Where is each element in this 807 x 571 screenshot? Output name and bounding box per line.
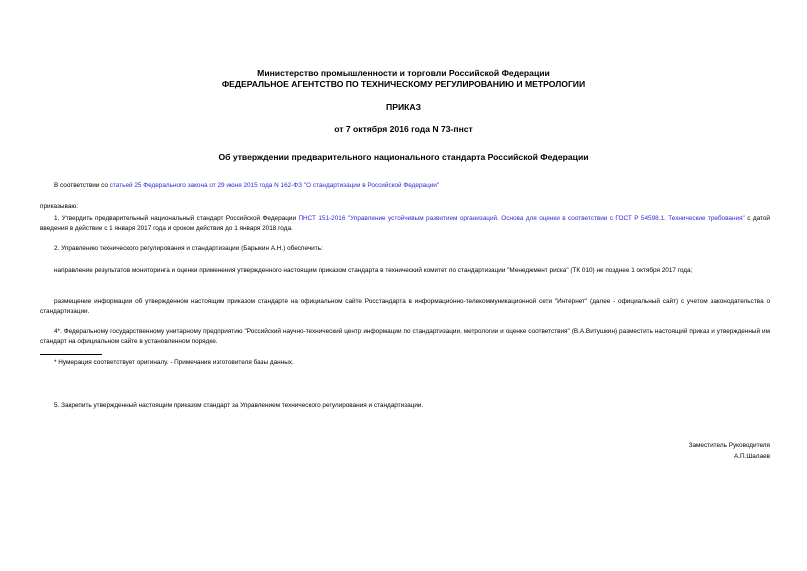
item-2a-paragraph: направление результатов мониторинга и оценки применения утвержденного настоящим приказом стандарта в технический комитет по стандартизации "Менеджмент риска" (ТК 010) не позднее 1 октября 2017 года; (54, 267, 693, 274)
item-1-paragraph (40, 214, 770, 234)
item-2-paragraph: 2. Управлению технического регулирования и стандартизации (Барыкин А.Н.) обеспечить: (54, 245, 323, 252)
federal-law-link[interactable]: статьей 25 Федерального закона от 29 июня 2015 года N 162-ФЗ "О стандартизации в Российской Федерации" (109, 182, 440, 189)
standard-link[interactable]: ПНСТ 151-2016 "Управление устойчивым развитием организаций. Основа для оценки в соответствии с ГОСТ Р 54598.1. Технические требования" (298, 215, 745, 222)
item-4-paragraph: 4*. Федеральному государственному унитарному предприятию "Российский научно-технический центр информации по стандартизации, метрологии и оценке соответствия" (В.А.Витушкин) разместить настоящий приказ и утвержденный им стандарт на официальном сайте в установленном порядке. (40, 328, 770, 345)
item-1-suffix: с датой введения в действие с 1 января 2017 года и сроком действия до 1 января 2018 года. (40, 215, 770, 232)
document-type: ПРИКАЗ (386, 102, 421, 112)
document-subject: Об утверждении предварительного национального стандарта Российской Федерации (218, 152, 589, 162)
intro-paragraph (40, 181, 770, 191)
signatory-name: А.П.Шалаев (733, 453, 770, 460)
ministry-title: Министерство промышленности и торговли Российской Федерации (257, 68, 550, 78)
footnote: * Нумерация соответствует оригиналу. - Примечание изготовителя базы данных. (54, 359, 294, 366)
intro-prefix: В соответствии со (54, 182, 110, 189)
agency-title: ФЕДЕРАЛЬНОЕ АГЕНТСТВО ПО ТЕХНИЧЕСКОМУ РЕГУЛИРОВАНИЮ И МЕТРОЛОГИИ (221, 79, 586, 89)
footnote-separator (40, 354, 102, 355)
order-word: приказываю: (40, 203, 78, 210)
item-2b-paragraph: размещение информации об утвержденном настоящим приказом стандарте на официальном сайте Росстандарта в информационно-телекоммуникационной сети "Интернет" (далее - официальный сайт) с учетом законодательства о стандартизации. (40, 298, 770, 315)
document-date-number: от 7 октября 2016 года N 73-пнст (334, 124, 473, 134)
item-1-prefix: 1. Утвердить предварительный национальный стандарт Российской Федерации (54, 215, 299, 222)
signatory-position: Заместитель Руководителя (688, 442, 770, 449)
item-5-paragraph: 5. Закрепить утвержденный настоящим приказом стандарт за Управлением технического регулирования и стандартизации. (54, 402, 424, 409)
